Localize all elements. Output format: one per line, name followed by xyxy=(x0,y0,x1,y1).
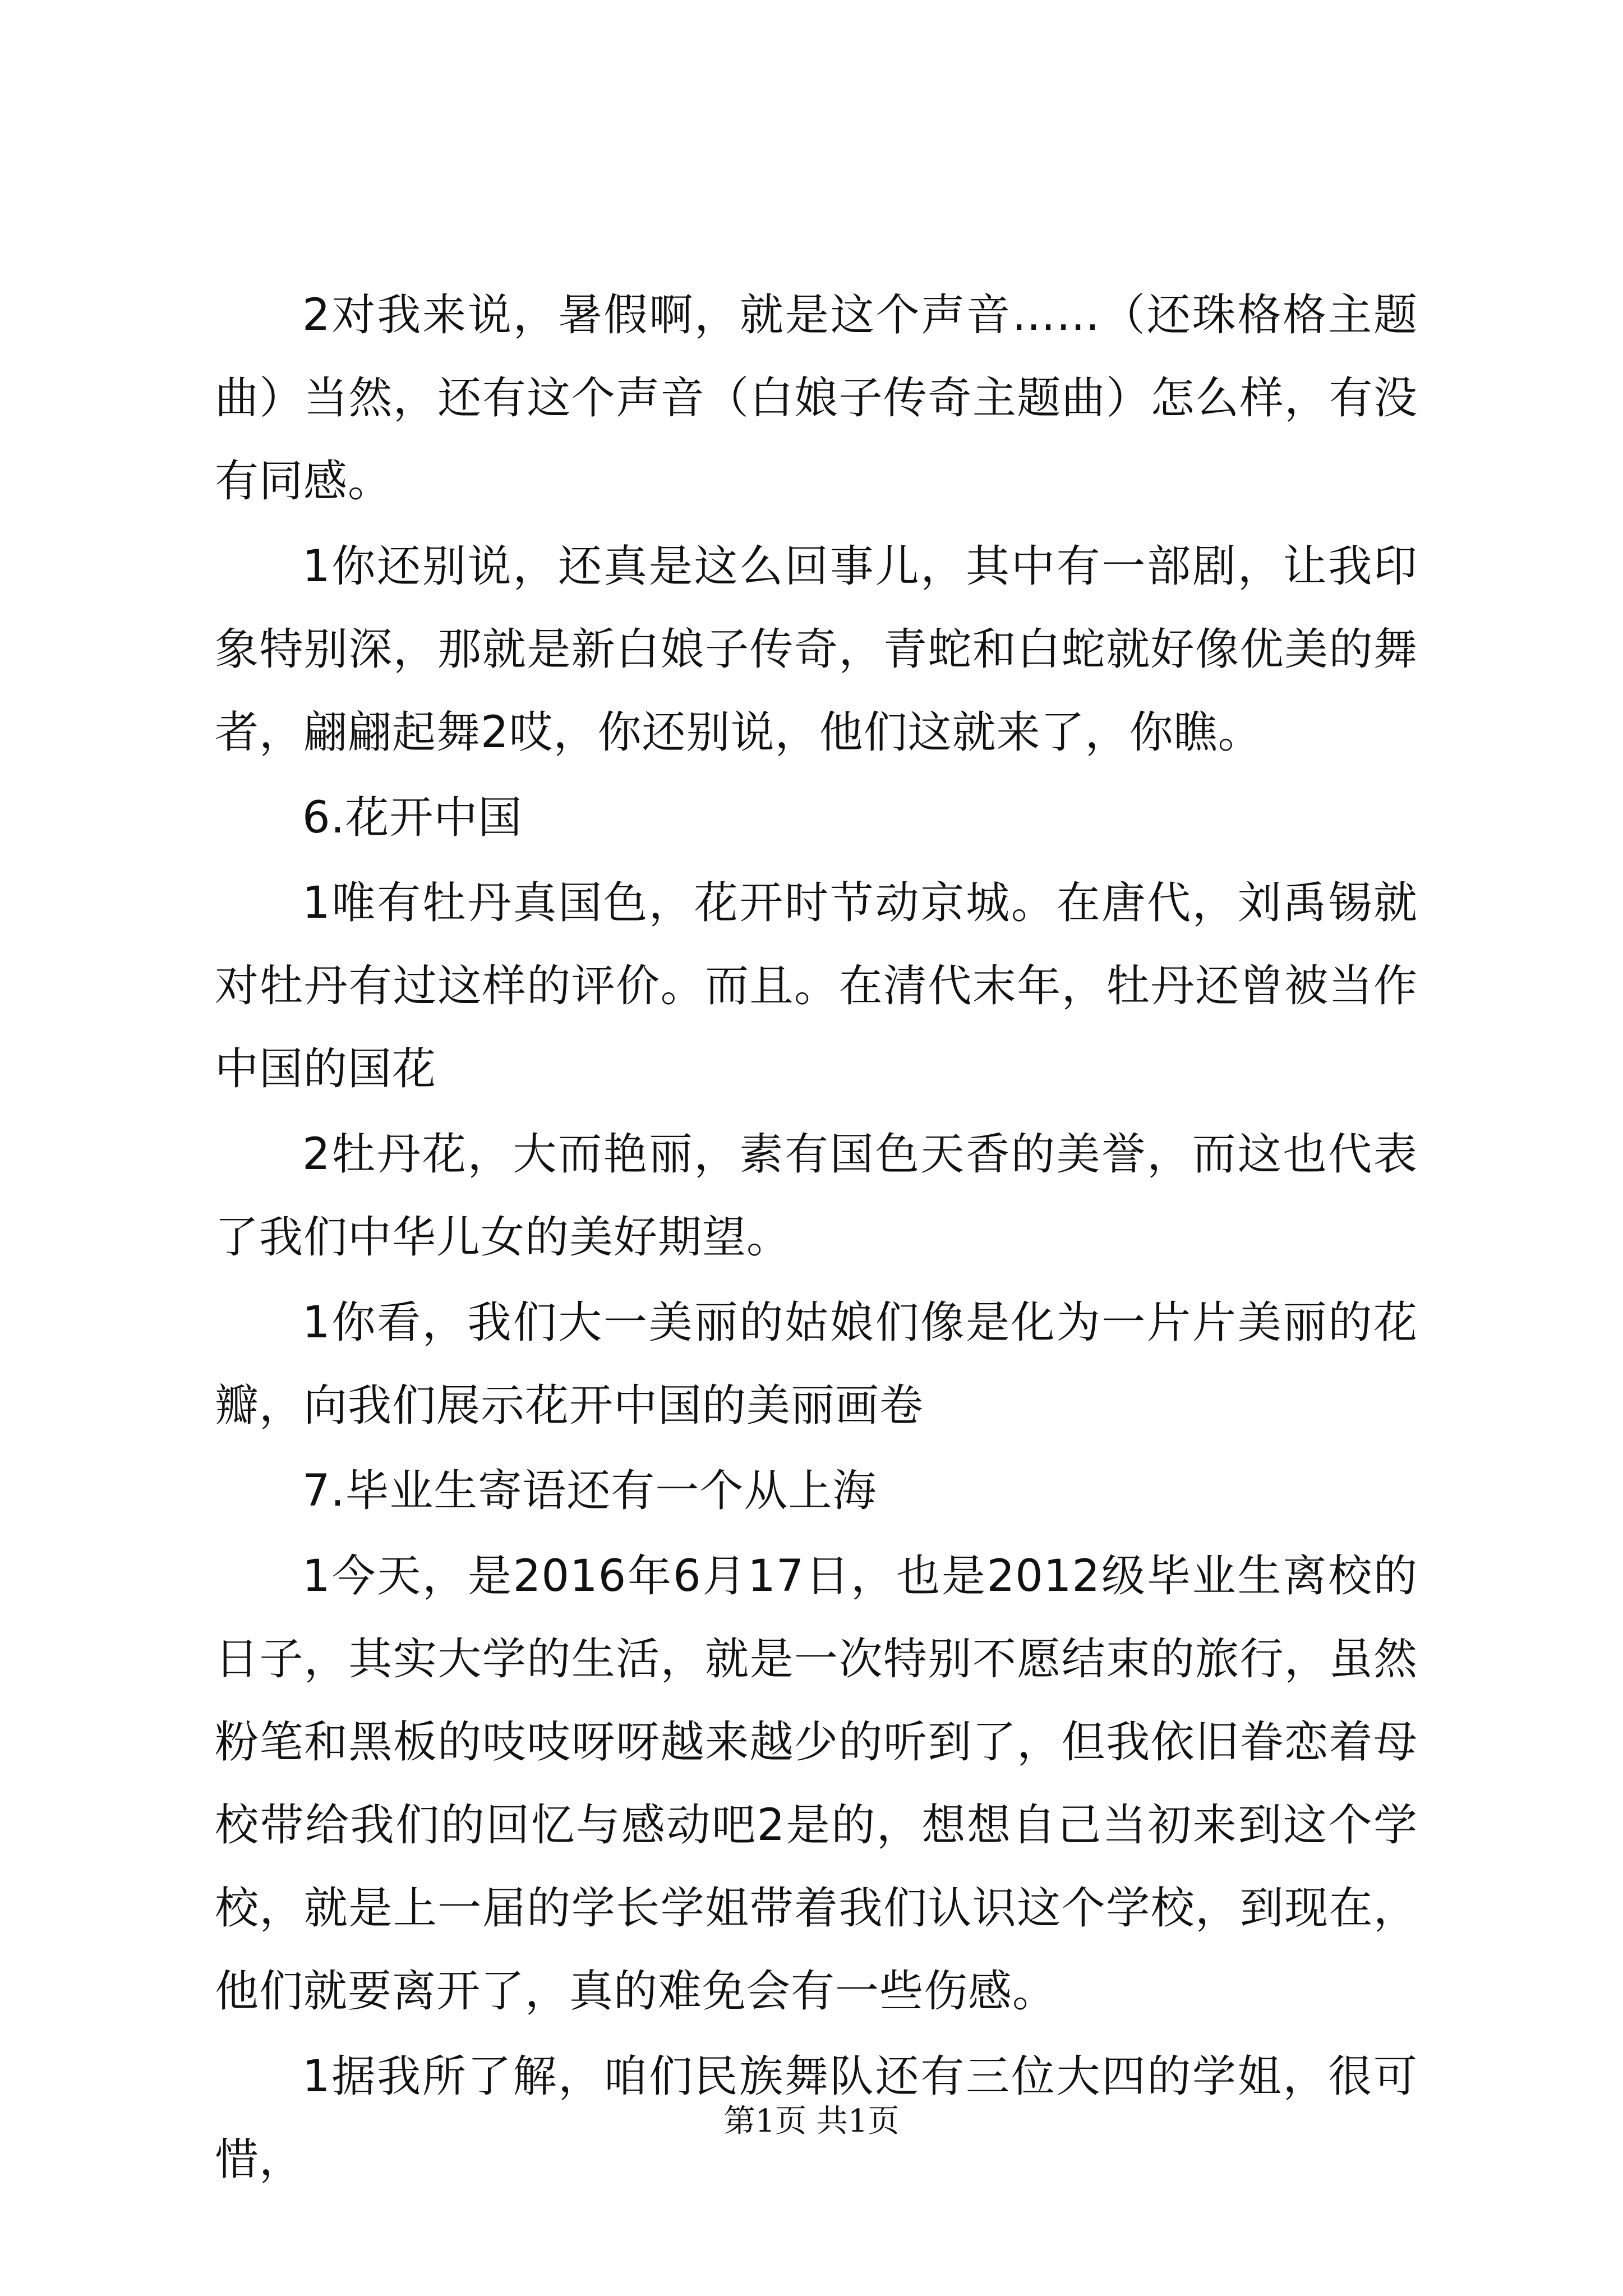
paragraph-4: 2牡丹花，大而艳丽，素有国色天香的美誉，而这也代表了我们中华儿女的美好期望。 xyxy=(215,1129,1418,1263)
paragraph-7: 1据我所了解，咱们民族舞队还有三位大四的学姐，很可惜， xyxy=(215,2051,1418,2185)
document-body xyxy=(215,274,1418,2203)
section-heading-6: 6.花开中国 xyxy=(302,793,523,843)
paragraph-2: 1你还别说，还真是这么回事儿，其中有一部剧，让我印象特别深，那就是新白娘子传奇，青蛇和白蛇就好像优美的舞者，翩翩起舞2哎，你还别说，他们这就来了，你瞧。 xyxy=(215,541,1418,758)
paragraph-3: 1唯有牡丹真国色，花开时节动京城。在唐代，刘禹锡就对牡丹有过这样的评价。而且。在清代末年，牡丹还曾被当作中国的国花 xyxy=(215,878,1418,1094)
paragraph-5: 1你看，我们大一美丽的姑娘们像是化为一片片美丽的花瓣，向我们展示花开中国的美丽画卷 xyxy=(215,1297,1418,1431)
section-heading-7: 7.毕业生寄语还有一个从上海 xyxy=(302,1466,877,1516)
paragraph-1: 2对我来说，暑假啊，就是这个声音……（还珠格格主题曲）当然，还有这个声音（白娘子传奇主题曲）怎么样，有没有同感。 xyxy=(215,290,1418,507)
paragraph-6: 1今天，是2016年6月17日，也是2012级毕业生离校的日子，其实大学的生活，就是一次特别不愿结束的旅行，虽然粉笔和黑板的吱吱呀呀越来越少的听到了，但我依旧眷恋着母校带给我们的回忆与感动吧2是的，想想自己当初来到这个学校，就是上一届的学长学姐带着我们认识这个学校，到现在，他们就要离开了，真的难免会有一些伤感。 xyxy=(215,1551,1418,2017)
page-number-footer: 第1页 共1页 xyxy=(723,2103,900,2139)
